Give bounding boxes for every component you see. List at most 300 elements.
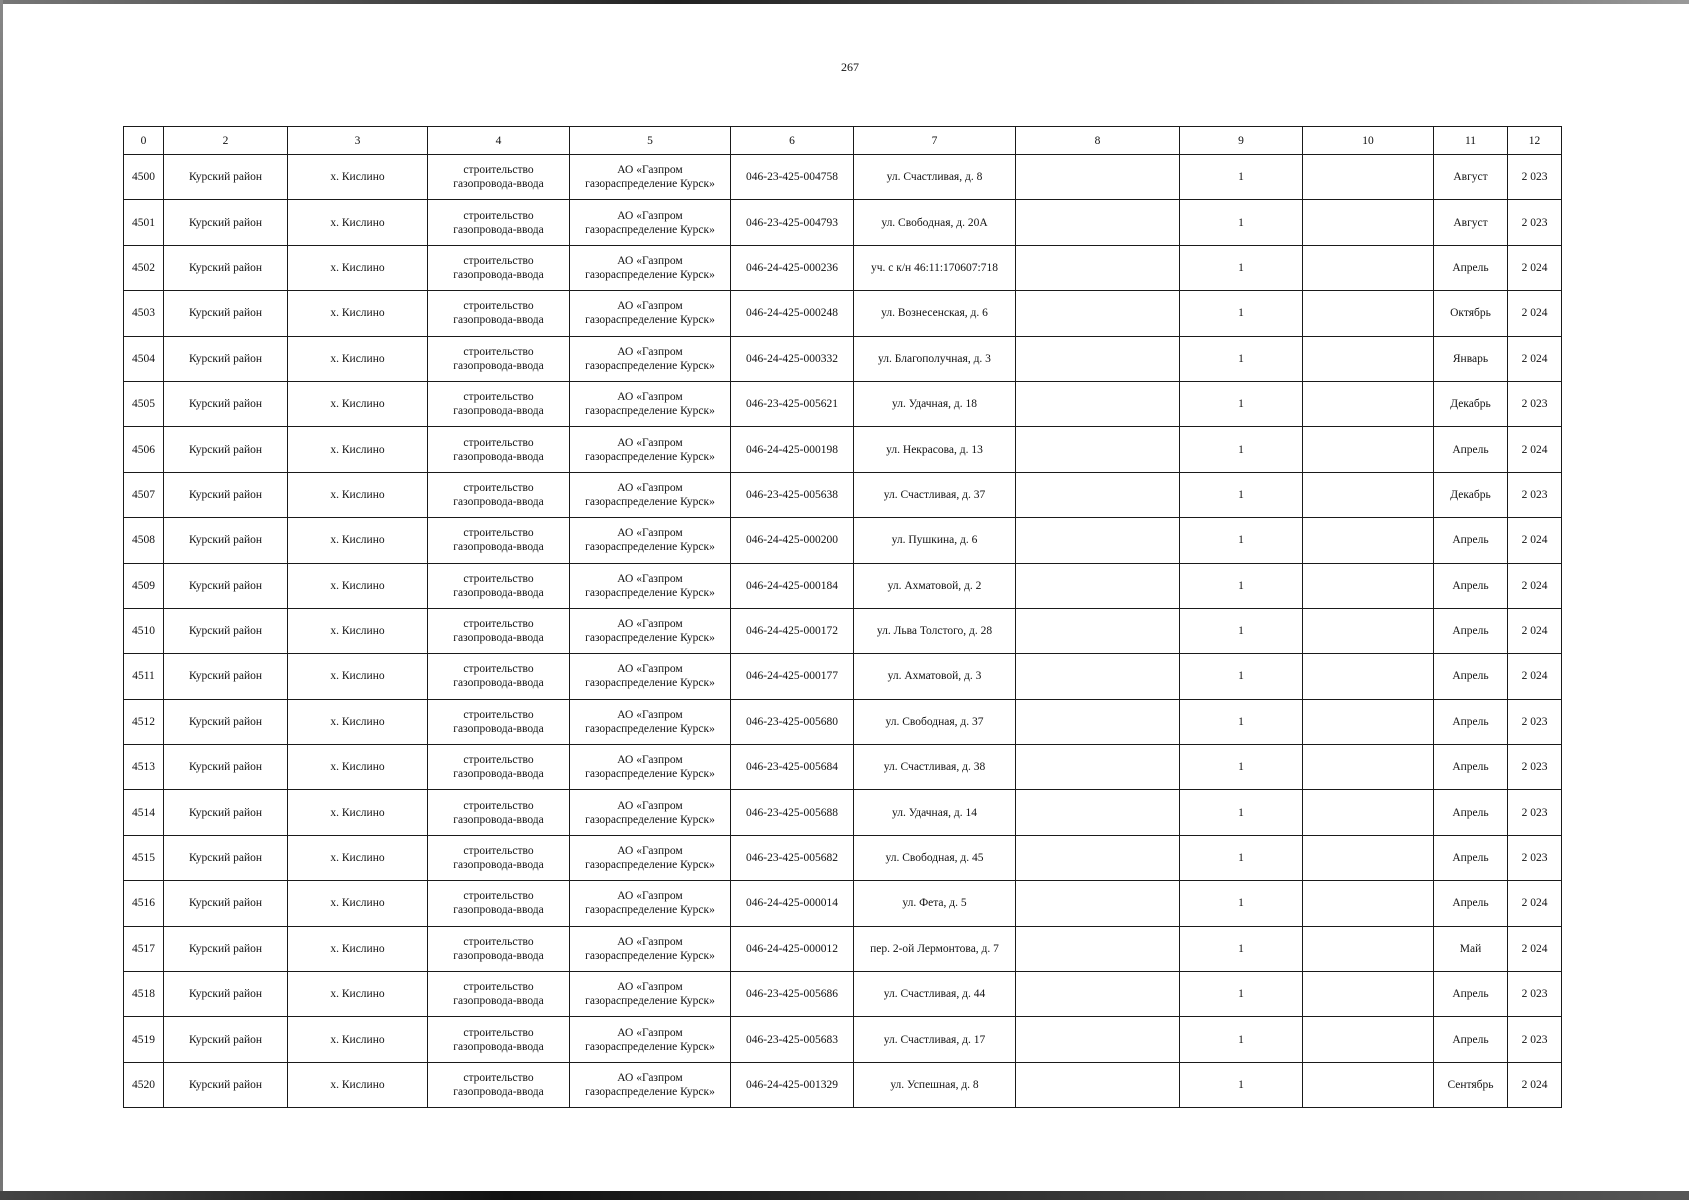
cell-code: 046-24-425-000184 xyxy=(731,563,854,608)
cell-row-number: 4514 xyxy=(124,790,164,835)
cell-organization xyxy=(570,835,731,880)
cell-district: Курский район xyxy=(164,699,288,744)
table-row xyxy=(124,745,1562,790)
cell-settlement: х. Кислино xyxy=(288,926,428,971)
table-row xyxy=(124,336,1562,381)
cell-organization-line-1: АО «Газпром xyxy=(617,527,683,540)
cell-row-number: 4518 xyxy=(124,972,164,1017)
cell-row-number: 4512 xyxy=(124,699,164,744)
cell-work-type-line-1: строительство xyxy=(463,1026,534,1039)
cell-row-number: 4504 xyxy=(124,336,164,381)
cell-code: 046-24-425-000236 xyxy=(731,245,854,290)
cell-row-number: 4506 xyxy=(124,427,164,472)
cell-district: Курский район xyxy=(164,336,288,381)
cell-organization xyxy=(570,155,731,200)
cell-month: Апрель xyxy=(1434,608,1508,653)
cell-district: Курский район xyxy=(164,155,288,200)
cell-organization-line-2: газораспределение Курск» xyxy=(585,359,715,372)
cell-work-type xyxy=(428,745,570,790)
cell-quantity: 1 xyxy=(1180,518,1303,563)
cell-row-number: 4510 xyxy=(124,608,164,653)
cell-col-8 xyxy=(1016,608,1180,653)
cell-organization-line-1: АО «Газпром xyxy=(617,935,683,948)
cell-address: ул. Свободная, д. 45 xyxy=(854,835,1016,880)
cell-address: ул. Счастливая, д. 44 xyxy=(854,972,1016,1017)
cell-code: 046-24-425-000172 xyxy=(731,608,854,653)
cell-organization-line-2: газораспределение Курск» xyxy=(585,677,715,690)
cell-quantity: 1 xyxy=(1180,608,1303,653)
cell-address: ул. Свободная, д. 20А xyxy=(854,200,1016,245)
cell-row-number: 4503 xyxy=(124,291,164,336)
cell-work-type-line-2: газопровода-ввода xyxy=(453,178,544,191)
cell-month: Октябрь xyxy=(1434,291,1508,336)
table-body xyxy=(124,155,1562,1108)
cell-organization-line-2: газораспределение Курск» xyxy=(585,178,715,191)
table-row xyxy=(124,972,1562,1017)
column-header: 9 xyxy=(1180,127,1303,155)
cell-col-10 xyxy=(1303,427,1434,472)
cell-year: 2 024 xyxy=(1508,336,1562,381)
cell-col-10 xyxy=(1303,926,1434,971)
cell-district: Курский район xyxy=(164,835,288,880)
cell-col-10 xyxy=(1303,608,1434,653)
cell-row-number: 4500 xyxy=(124,155,164,200)
table-row xyxy=(124,1017,1562,1062)
cell-col-10 xyxy=(1303,336,1434,381)
cell-organization-line-1: АО «Газпром xyxy=(617,799,683,812)
cell-work-type xyxy=(428,336,570,381)
cell-organization-line-2: газораспределение Курск» xyxy=(585,541,715,554)
cell-code: 046-23-425-005686 xyxy=(731,972,854,1017)
cell-organization-line-1: АО «Газпром xyxy=(617,209,683,222)
cell-col-10 xyxy=(1303,790,1434,835)
cell-code: 046-23-425-004793 xyxy=(731,200,854,245)
cell-col-8 xyxy=(1016,563,1180,608)
cell-work-type-line-1: строительство xyxy=(463,345,534,358)
cell-organization xyxy=(570,245,731,290)
cell-settlement: х. Кислино xyxy=(288,291,428,336)
cell-col-8 xyxy=(1016,291,1180,336)
cell-year: 2 023 xyxy=(1508,1017,1562,1062)
cell-work-type-line-2: газопровода-ввода xyxy=(453,314,544,327)
cell-district: Курский район xyxy=(164,1062,288,1107)
cell-col-10 xyxy=(1303,518,1434,563)
cell-organization xyxy=(570,926,731,971)
cell-col-8 xyxy=(1016,926,1180,971)
cell-organization-line-1: АО «Газпром xyxy=(617,572,683,585)
cell-address: ул. Фета, д. 5 xyxy=(854,881,1016,926)
cell-district: Курский район xyxy=(164,654,288,699)
cell-month: Апрель xyxy=(1434,563,1508,608)
cell-month: Апрель xyxy=(1434,790,1508,835)
cell-row-number: 4519 xyxy=(124,1017,164,1062)
cell-settlement: х. Кислино xyxy=(288,200,428,245)
cell-quantity: 1 xyxy=(1180,381,1303,426)
cell-year: 2 023 xyxy=(1508,699,1562,744)
cell-district: Курский район xyxy=(164,245,288,290)
cell-address: ул. Некрасова, д. 13 xyxy=(854,427,1016,472)
cell-work-type-line-2: газопровода-ввода xyxy=(453,859,544,872)
cell-work-type-line-2: газопровода-ввода xyxy=(453,768,544,781)
cell-work-type-line-2: газопровода-ввода xyxy=(453,677,544,690)
cell-row-number: 4508 xyxy=(124,518,164,563)
cell-work-type-line-1: строительство xyxy=(463,572,534,585)
cell-work-type-line-1: строительство xyxy=(463,164,534,177)
cell-address: ул. Успешная, д. 8 xyxy=(854,1062,1016,1107)
cell-address: ул. Счастливая, д. 37 xyxy=(854,472,1016,517)
cell-month: Апрель xyxy=(1434,745,1508,790)
cell-year: 2 023 xyxy=(1508,835,1562,880)
cell-code: 046-23-425-005684 xyxy=(731,745,854,790)
cell-code: 046-24-425-000177 xyxy=(731,654,854,699)
cell-organization-line-1: АО «Газпром xyxy=(617,481,683,494)
cell-code: 046-23-425-005683 xyxy=(731,1017,854,1062)
cell-organization xyxy=(570,336,731,381)
cell-work-type xyxy=(428,972,570,1017)
cell-month: Апрель xyxy=(1434,881,1508,926)
column-header: 2 xyxy=(164,127,288,155)
cell-address: ул. Счастливая, д. 17 xyxy=(854,1017,1016,1062)
cell-year: 2 023 xyxy=(1508,472,1562,517)
cell-year: 2 023 xyxy=(1508,200,1562,245)
table-row xyxy=(124,427,1562,472)
cell-organization-line-2: газораспределение Курск» xyxy=(585,949,715,962)
cell-work-type xyxy=(428,790,570,835)
cell-code: 046-24-425-000014 xyxy=(731,881,854,926)
cell-organization-line-2: газораспределение Курск» xyxy=(585,722,715,735)
cell-district: Курский район xyxy=(164,790,288,835)
cell-col-10 xyxy=(1303,881,1434,926)
cell-quantity: 1 xyxy=(1180,563,1303,608)
column-header: 4 xyxy=(428,127,570,155)
cell-year: 2 024 xyxy=(1508,654,1562,699)
cell-district: Курский район xyxy=(164,563,288,608)
cell-row-number: 4520 xyxy=(124,1062,164,1107)
cell-organization xyxy=(570,1017,731,1062)
cell-col-8 xyxy=(1016,881,1180,926)
cell-col-8 xyxy=(1016,790,1180,835)
cell-organization xyxy=(570,654,731,699)
cell-col-8 xyxy=(1016,427,1180,472)
cell-col-10 xyxy=(1303,1062,1434,1107)
cell-code: 046-23-425-005688 xyxy=(731,790,854,835)
cell-col-8 xyxy=(1016,245,1180,290)
cell-organization xyxy=(570,200,731,245)
cell-col-10 xyxy=(1303,381,1434,426)
cell-organization-line-2: газораспределение Курск» xyxy=(585,995,715,1008)
cell-month: Апрель xyxy=(1434,654,1508,699)
cell-col-8 xyxy=(1016,381,1180,426)
cell-row-number: 4515 xyxy=(124,835,164,880)
cell-row-number: 4505 xyxy=(124,381,164,426)
table-row xyxy=(124,381,1562,426)
cell-organization-line-2: газораспределение Курск» xyxy=(585,859,715,872)
cell-month: Апрель xyxy=(1434,427,1508,472)
data-table xyxy=(123,126,1562,1108)
cell-quantity: 1 xyxy=(1180,699,1303,744)
cell-work-type-line-1: строительство xyxy=(463,254,534,267)
table-row xyxy=(124,926,1562,971)
cell-organization xyxy=(570,427,731,472)
cell-year: 2 024 xyxy=(1508,608,1562,653)
cell-organization-line-1: АО «Газпром xyxy=(617,754,683,767)
cell-work-type xyxy=(428,699,570,744)
cell-month: Апрель xyxy=(1434,835,1508,880)
cell-col-10 xyxy=(1303,245,1434,290)
cell-work-type-line-1: строительство xyxy=(463,300,534,313)
cell-work-type-line-1: строительство xyxy=(463,436,534,449)
cell-address: ул. Ахматовой, д. 2 xyxy=(854,563,1016,608)
cell-code: 046-24-425-000012 xyxy=(731,926,854,971)
cell-col-8 xyxy=(1016,518,1180,563)
cell-month: Декабрь xyxy=(1434,472,1508,517)
scan-edge-bottom xyxy=(0,1191,1689,1200)
cell-col-8 xyxy=(1016,472,1180,517)
cell-year: 2 023 xyxy=(1508,155,1562,200)
cell-col-10 xyxy=(1303,835,1434,880)
cell-row-number: 4507 xyxy=(124,472,164,517)
cell-address: пер. 2-ой Лермонтова, д. 7 xyxy=(854,926,1016,971)
cell-work-type xyxy=(428,200,570,245)
cell-address: ул. Льва Толстого, д. 28 xyxy=(854,608,1016,653)
cell-code: 046-23-425-005638 xyxy=(731,472,854,517)
cell-district: Курский район xyxy=(164,291,288,336)
cell-code: 046-24-425-001329 xyxy=(731,1062,854,1107)
cell-settlement: х. Кислино xyxy=(288,518,428,563)
table-row xyxy=(124,699,1562,744)
cell-code: 046-24-425-000332 xyxy=(731,336,854,381)
cell-work-type-line-1: строительство xyxy=(463,663,534,676)
cell-work-type-line-2: газопровода-ввода xyxy=(453,268,544,281)
cell-quantity: 1 xyxy=(1180,790,1303,835)
cell-settlement: х. Кислино xyxy=(288,881,428,926)
cell-code: 046-24-425-000200 xyxy=(731,518,854,563)
cell-work-type xyxy=(428,518,570,563)
cell-organization-line-2: газораспределение Курск» xyxy=(585,904,715,917)
cell-work-type xyxy=(428,291,570,336)
cell-organization-line-2: газораспределение Курск» xyxy=(585,314,715,327)
cell-settlement: х. Кислино xyxy=(288,245,428,290)
column-header: 8 xyxy=(1016,127,1180,155)
cell-organization-line-1: АО «Газпром xyxy=(617,436,683,449)
cell-row-number: 4501 xyxy=(124,200,164,245)
cell-month: Сентябрь xyxy=(1434,1062,1508,1107)
page-number: 267 xyxy=(841,60,859,74)
cell-address: ул. Удачная, д. 14 xyxy=(854,790,1016,835)
cell-col-8 xyxy=(1016,336,1180,381)
cell-col-10 xyxy=(1303,472,1434,517)
cell-work-type-line-2: газопровода-ввода xyxy=(453,1086,544,1098)
cell-organization-line-1: АО «Газпром xyxy=(617,663,683,676)
cell-month: Апрель xyxy=(1434,518,1508,563)
cell-organization xyxy=(570,881,731,926)
cell-address: уч. с к/н 46:11:170607:718 xyxy=(854,245,1016,290)
cell-address: ул. Счастливая, д. 38 xyxy=(854,745,1016,790)
cell-address: ул. Благополучная, д. 3 xyxy=(854,336,1016,381)
cell-organization-line-2: газораспределение Курск» xyxy=(585,1086,715,1098)
cell-settlement: х. Кислино xyxy=(288,699,428,744)
cell-settlement: х. Кислино xyxy=(288,654,428,699)
cell-organization xyxy=(570,472,731,517)
column-header: 6 xyxy=(731,127,854,155)
column-header: 0 xyxy=(124,127,164,155)
cell-work-type-line-1: строительство xyxy=(463,890,534,903)
cell-work-type-line-1: строительство xyxy=(463,209,534,222)
cell-col-8 xyxy=(1016,745,1180,790)
cell-row-number: 4509 xyxy=(124,563,164,608)
cell-work-type-line-2: газопровода-ввода xyxy=(453,1040,544,1053)
cell-district: Курский район xyxy=(164,926,288,971)
cell-settlement: х. Кислино xyxy=(288,381,428,426)
cell-work-type xyxy=(428,563,570,608)
cell-work-type-line-2: газопровода-ввода xyxy=(453,359,544,372)
cell-address: ул. Вознесенская, д. 6 xyxy=(854,291,1016,336)
cell-col-10 xyxy=(1303,699,1434,744)
table-row xyxy=(124,835,1562,880)
cell-organization-line-2: газораспределение Курск» xyxy=(585,768,715,781)
cell-month: Апрель xyxy=(1434,1017,1508,1062)
cell-month: Январь xyxy=(1434,336,1508,381)
cell-district: Курский район xyxy=(164,518,288,563)
cell-quantity: 1 xyxy=(1180,1062,1303,1107)
cell-district: Курский район xyxy=(164,972,288,1017)
cell-month: Апрель xyxy=(1434,972,1508,1017)
cell-work-type-line-2: газопровода-ввода xyxy=(453,904,544,917)
cell-col-8 xyxy=(1016,155,1180,200)
cell-col-8 xyxy=(1016,1062,1180,1107)
cell-month: Апрель xyxy=(1434,699,1508,744)
header-row xyxy=(124,127,1562,155)
cell-work-type-line-2: газопровода-ввода xyxy=(453,541,544,554)
cell-quantity: 1 xyxy=(1180,745,1303,790)
cell-col-10 xyxy=(1303,200,1434,245)
cell-work-type xyxy=(428,1017,570,1062)
cell-quantity: 1 xyxy=(1180,291,1303,336)
cell-year: 2 024 xyxy=(1508,1062,1562,1107)
cell-organization-line-2: газораспределение Курск» xyxy=(585,586,715,599)
cell-quantity: 1 xyxy=(1180,972,1303,1017)
cell-organization-line-2: газораспределение Курск» xyxy=(585,632,715,645)
cell-work-type xyxy=(428,881,570,926)
cell-work-type-line-1: строительство xyxy=(463,981,534,994)
cell-work-type-line-2: газопровода-ввода xyxy=(453,223,544,236)
cell-work-type-line-2: газопровода-ввода xyxy=(453,495,544,508)
cell-col-8 xyxy=(1016,972,1180,1017)
cell-work-type xyxy=(428,472,570,517)
cell-work-type-line-1: строительство xyxy=(463,845,534,858)
cell-work-type xyxy=(428,381,570,426)
cell-work-type-line-2: газопровода-ввода xyxy=(453,450,544,463)
cell-organization xyxy=(570,608,731,653)
cell-work-type xyxy=(428,926,570,971)
cell-settlement: х. Кислино xyxy=(288,835,428,880)
table-row xyxy=(124,881,1562,926)
cell-address: ул. Удачная, д. 18 xyxy=(854,381,1016,426)
cell-quantity: 1 xyxy=(1180,472,1303,517)
cell-organization-line-2: газораспределение Курск» xyxy=(585,223,715,236)
cell-row-number: 4502 xyxy=(124,245,164,290)
cell-work-type-line-1: строительство xyxy=(463,481,534,494)
cell-organization xyxy=(570,563,731,608)
cell-settlement: х. Кислино xyxy=(288,336,428,381)
cell-year: 2 024 xyxy=(1508,245,1562,290)
cell-quantity: 1 xyxy=(1180,654,1303,699)
cell-organization xyxy=(570,790,731,835)
cell-row-number: 4516 xyxy=(124,881,164,926)
table-row xyxy=(124,1062,1562,1107)
cell-organization xyxy=(570,381,731,426)
cell-month: Май xyxy=(1434,926,1508,971)
column-header: 10 xyxy=(1303,127,1434,155)
cell-work-type-line-1: строительство xyxy=(463,1072,534,1084)
cell-district: Курский район xyxy=(164,881,288,926)
cell-col-8 xyxy=(1016,699,1180,744)
scan-edge-left xyxy=(0,0,3,1200)
table-row xyxy=(124,245,1562,290)
cell-organization-line-1: АО «Газпром xyxy=(617,708,683,721)
cell-settlement: х. Кислино xyxy=(288,1062,428,1107)
cell-settlement: х. Кислино xyxy=(288,608,428,653)
cell-col-8 xyxy=(1016,200,1180,245)
cell-col-10 xyxy=(1303,1017,1434,1062)
cell-col-10 xyxy=(1303,291,1434,336)
cell-organization-line-1: АО «Газпром xyxy=(617,890,683,903)
cell-year: 2 023 xyxy=(1508,745,1562,790)
cell-year: 2 023 xyxy=(1508,790,1562,835)
cell-settlement: х. Кислино xyxy=(288,427,428,472)
cell-code: 046-23-425-005621 xyxy=(731,381,854,426)
cell-col-10 xyxy=(1303,972,1434,1017)
column-header: 3 xyxy=(288,127,428,155)
cell-work-type-line-2: газопровода-ввода xyxy=(453,995,544,1008)
cell-work-type xyxy=(428,608,570,653)
cell-work-type-line-2: газопровода-ввода xyxy=(453,586,544,599)
cell-year: 2 023 xyxy=(1508,972,1562,1017)
cell-code: 046-23-425-005680 xyxy=(731,699,854,744)
table-row xyxy=(124,790,1562,835)
cell-settlement: х. Кислино xyxy=(288,1017,428,1062)
cell-year: 2 024 xyxy=(1508,427,1562,472)
cell-settlement: х. Кислино xyxy=(288,745,428,790)
cell-organization xyxy=(570,745,731,790)
cell-organization xyxy=(570,291,731,336)
cell-district: Курский район xyxy=(164,472,288,517)
cell-district: Курский район xyxy=(164,381,288,426)
table-row xyxy=(124,291,1562,336)
column-header: 12 xyxy=(1508,127,1562,155)
cell-quantity: 1 xyxy=(1180,1017,1303,1062)
cell-organization xyxy=(570,1062,731,1107)
cell-address: ул. Счастливая, д. 8 xyxy=(854,155,1016,200)
scan-edge-top xyxy=(0,0,1689,4)
cell-work-type xyxy=(428,155,570,200)
cell-organization-line-2: газораспределение Курск» xyxy=(585,405,715,418)
cell-code: 046-24-425-000248 xyxy=(731,291,854,336)
cell-quantity: 1 xyxy=(1180,200,1303,245)
cell-col-8 xyxy=(1016,654,1180,699)
cell-work-type xyxy=(428,245,570,290)
cell-work-type xyxy=(428,427,570,472)
cell-row-number: 4513 xyxy=(124,745,164,790)
cell-organization-line-1: АО «Газпром xyxy=(617,1026,683,1039)
cell-organization-line-1: АО «Газпром xyxy=(617,164,683,177)
cell-month: Август xyxy=(1434,155,1508,200)
cell-year: 2 024 xyxy=(1508,926,1562,971)
cell-work-type-line-2: газопровода-ввода xyxy=(453,949,544,962)
cell-row-number: 4517 xyxy=(124,926,164,971)
cell-organization-line-2: газораспределение Курск» xyxy=(585,813,715,826)
table-row xyxy=(124,654,1562,699)
